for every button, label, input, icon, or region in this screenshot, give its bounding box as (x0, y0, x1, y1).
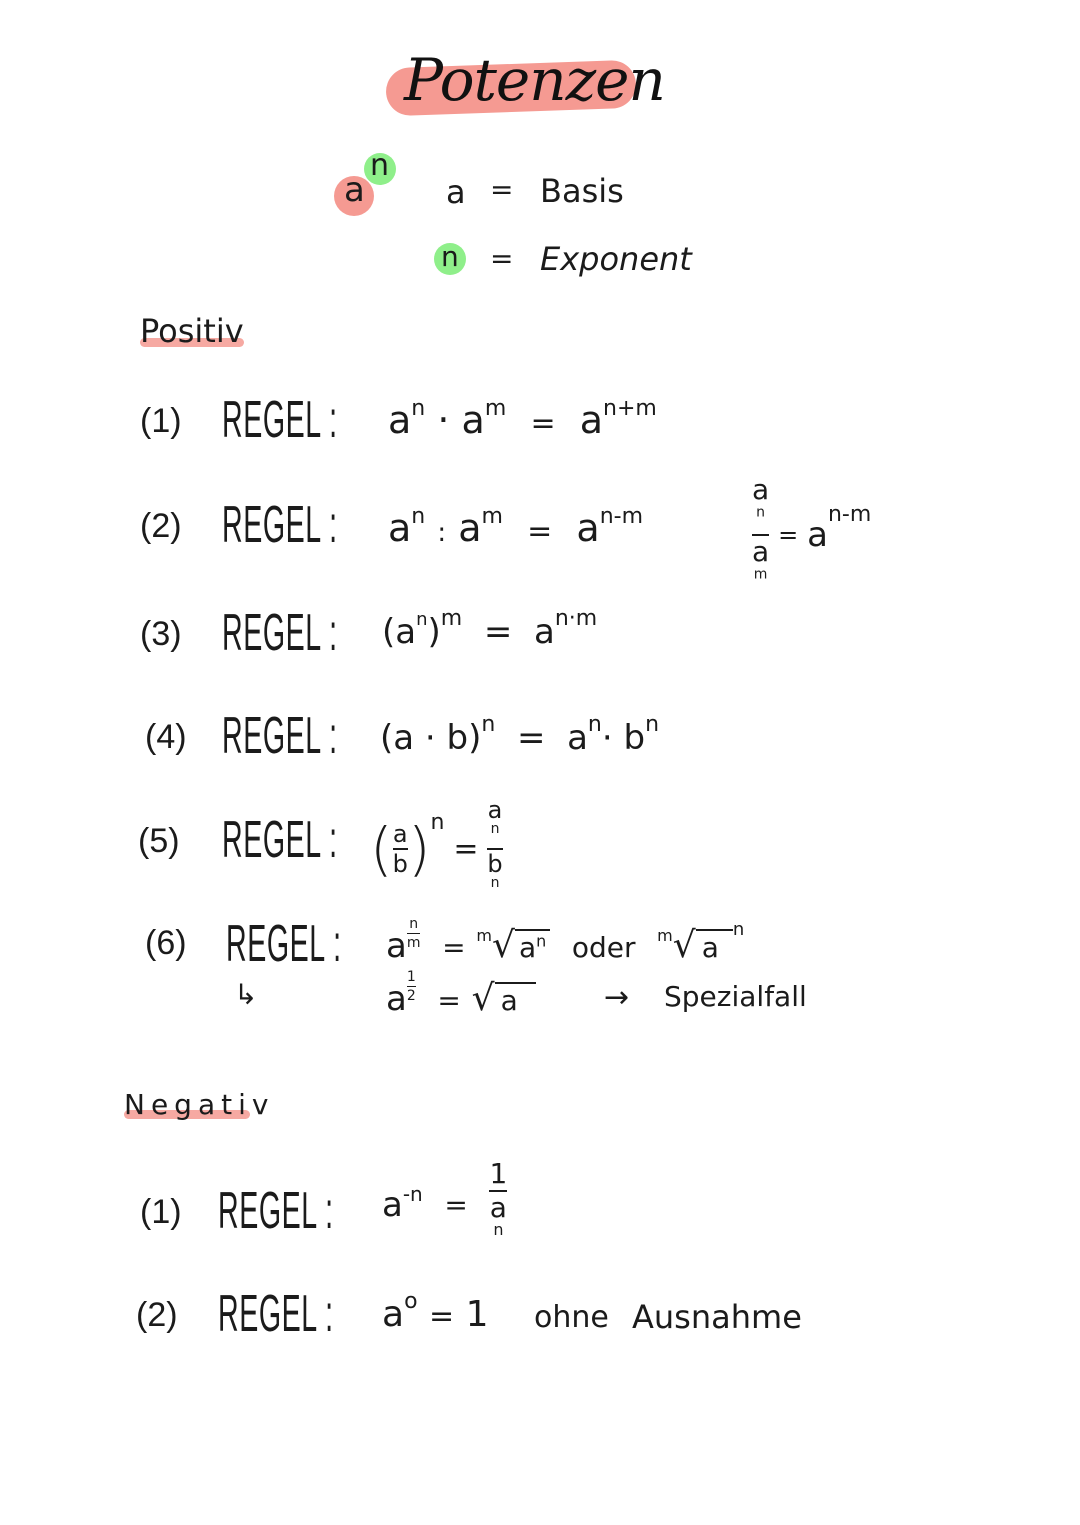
rule-6-number: (6) (145, 924, 187, 962)
ohne-text: ohne (534, 1300, 609, 1335)
exp-line-text: Exponent (540, 240, 692, 278)
positiv-heading: Positiv (140, 312, 244, 350)
spezialfall-arrow: → (604, 980, 630, 1015)
rule-1-label: REGEL : (222, 391, 338, 449)
rule-2-fraction-formula: a $^n$ a $^m$ = $a^{n-m}$ (752, 473, 872, 583)
neg-rule-1-formula: $a^{-n}$ = 1 a $^n$ (382, 1157, 508, 1239)
negativ-heading: Negativ (124, 1088, 275, 1121)
rule-2-formula: $a^n$ : $a^m = a^{n-m}$ (388, 504, 644, 550)
rule-3-formula: $(a^n)^m = a^{n\cdot m}$ (382, 606, 598, 652)
rule-6-arrow: ↳ (234, 978, 258, 1011)
spezialfall-text: Spezialfall (664, 980, 807, 1013)
rule-5-label: REGEL : (222, 811, 338, 869)
rule-3-number: (3) (140, 615, 182, 653)
rule-5-number: (5) (138, 822, 180, 860)
def-exponent: n (370, 148, 390, 183)
page-title: Potenzen (404, 46, 665, 114)
neg-rule-1-number: (1) (140, 1193, 182, 1231)
rule-1-formula: $a^n \cdot a^m = a^{n+m}$ (388, 396, 657, 442)
exp-line-eq: = (490, 242, 514, 275)
rule-2-label: REGEL : (222, 496, 338, 554)
neg-rule-2-number: (2) (136, 1296, 178, 1334)
rule-4-label: REGEL : (222, 707, 338, 765)
rule-1-number: (1) (140, 402, 182, 440)
rule-6-formula: a $\frac{n}{m}$ = $^m$√ $a^n$ oder $^m$√ $a^n$ (386, 916, 745, 966)
rule-5-formula: ( $\frac{a}{b}$ )$^n$ = a $^n$ b $^n$ (370, 796, 503, 891)
rule-6-label: REGEL : (226, 915, 342, 973)
neg-rule-1-label: REGEL : (218, 1182, 334, 1240)
base-line-var: a (446, 173, 466, 211)
neg-rule-2-label: REGEL : (218, 1285, 334, 1343)
ausnahme-text: Ausnahme (632, 1298, 802, 1336)
def-base: a (344, 170, 365, 210)
rule-4-formula: $(a \cdot b)^n = a^n\cdot b^n$ (380, 712, 660, 758)
exp-line-var: n (441, 240, 459, 273)
neg-rule-2-formula: $a^o = 1$ (382, 1289, 489, 1335)
base-line-eq: = (490, 173, 514, 206)
rule-2-number: (2) (140, 507, 182, 545)
rule-6-special-formula: a $\frac{1}{2}$ = √ a (386, 978, 536, 1019)
rule-3-label: REGEL : (222, 604, 338, 662)
rule-4-number: (4) (145, 718, 187, 756)
base-line-text: Basis (540, 172, 624, 210)
